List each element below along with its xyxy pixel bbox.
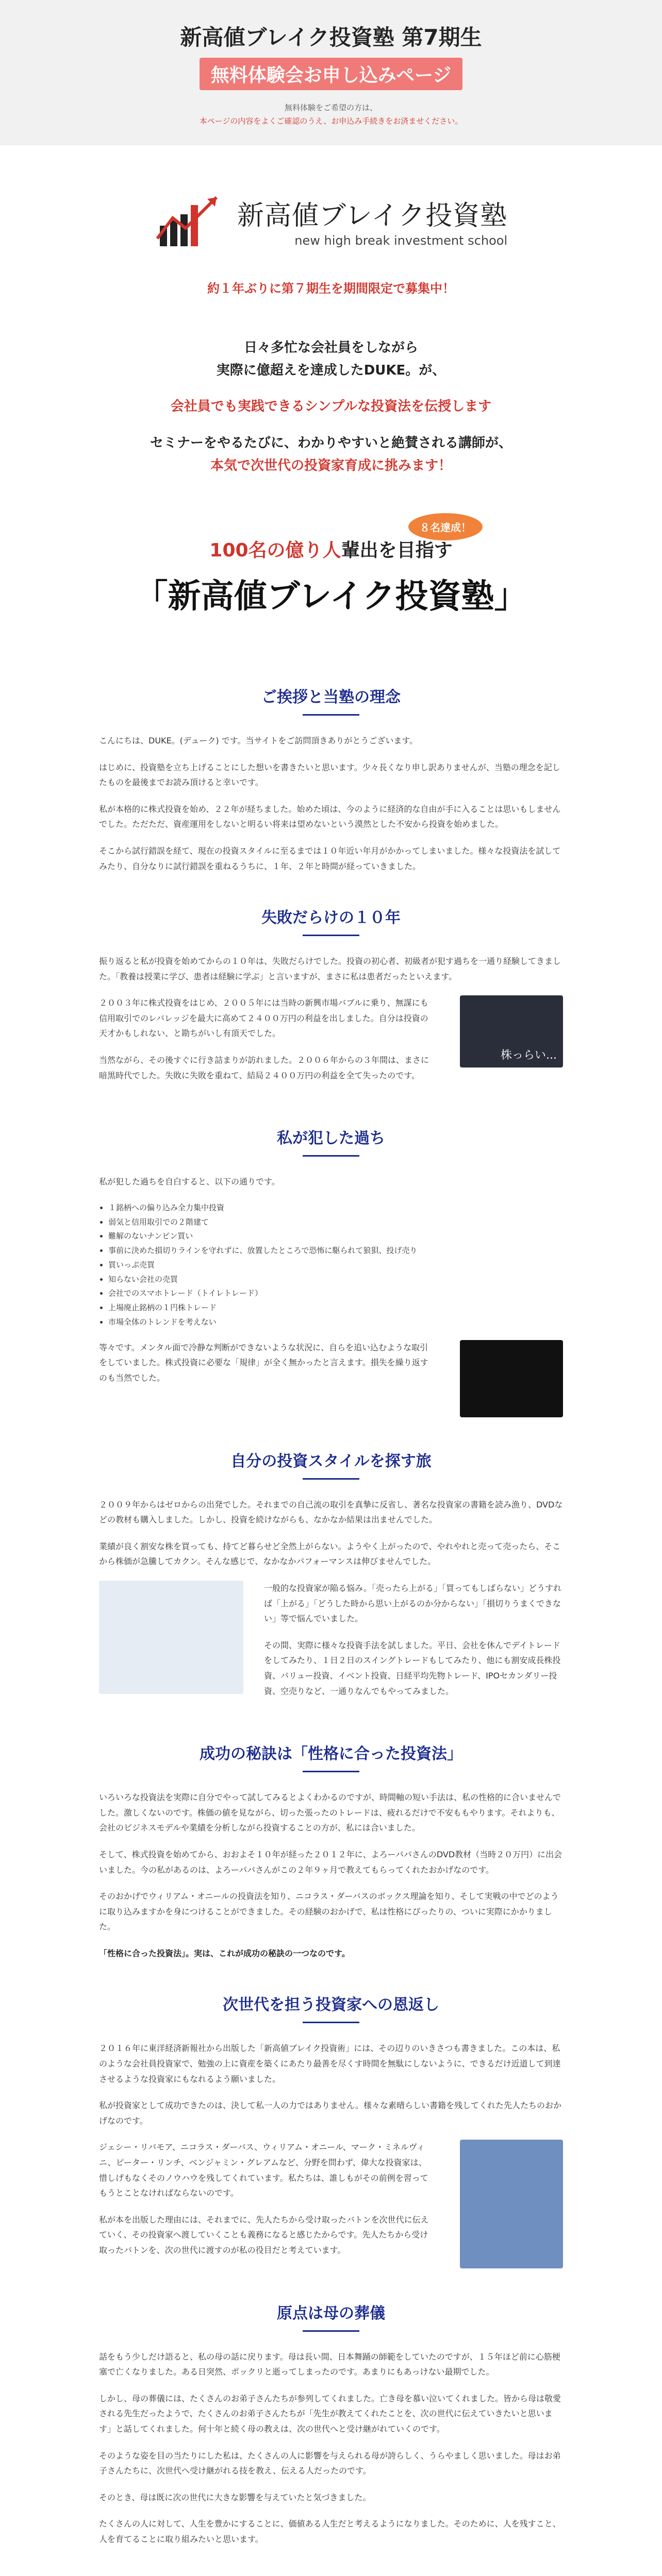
section-title: 失敗だらけの１０年 [261, 909, 401, 927]
paragraph: そのような姿を目の当たりにした私は、たくさんの人に影響を与えられる母が誇らしく、うらやましく思いました。母はお弟子さんたちに、次世代へ受け継がれる技を教え、伝える人だったのです。 [99, 2450, 561, 2476]
list-item: • 会社でのスマホトレード（トイレトレード） [108, 1286, 563, 1301]
logo [99, 190, 563, 251]
logo-title: 新高値ブレイク投資塾 [237, 200, 508, 231]
paragraph: ジェシー・リバモア、ニコラス・ダーバス、ウィリアム・オニール、マーク・ミネルヴィニ、ピーター・リンチ、ベンジャミン・グレアムなど、分野を問わず、偉大な投資家は、惜しげもなくそのノウハウを残してくれています。私たちは、誰しもがその前例を習ってもうとことなければならないのです。 [99, 2142, 428, 2198]
header-note-line2: 本ページの内容をよくご確認のうえ、お申込み手続きをお済ませください。 [199, 116, 463, 126]
paragraph: そこから試行錯誤を経て、現在の投資スタイルに至るまでは１０年近い年月がかかってしまいました。様々な投資法を試してみたり、自分なりに試行錯誤を重ねるうちに、１年、２年と時間が経っていきました。 [99, 845, 561, 871]
title-underline [303, 1478, 359, 1480]
paragraph: 等々です。メンタル面で冷静な判断ができないような状況に、自らを追い込むような取引をしていました。株式投資に必要な「規律」が全く無かったと言えます。損失を繰り返すのも当然でした。 [99, 1342, 428, 1383]
paragraph: はじめに、投資塾を立ち上げることにした想いを書きたいと思います。少々長くなり申し訳ありませんが、当塾の理念を記したものを最後までお読み頂けると幸いです。 [99, 762, 560, 788]
photo-caption: 株っらい... [501, 1049, 557, 1062]
paragraph: その間、実際に様々な投資手法を試しました。平日、会社を休んでデイトレードをしてみたり、１日２日のスイングトレードもしてみたり、他にも割安成長株投資、バリュー投資、イベント投資、日経平均先物トレード、IPOセカンダリー投資、空売りなど、一通りなんでもやってみました。 [264, 1640, 561, 1696]
paragraph-emphasis: 「性格に合った投資法」。実は、これが成功の秘訣の一つなのです。 [99, 1948, 350, 1958]
target-block [99, 513, 563, 561]
list-item: • 知らない会社の売買 [108, 1273, 563, 1287]
paragraph: そのとき、母は既に次の世代に大きな影響を与えていたと気づきました。 [99, 2492, 371, 2502]
paragraph: 話をもう少しだけ語ると、私の母の話に戻ります。母は長い間、日本舞踊の師範をしていたのですが、１５年ほど前に心筋梗塞で亡くなりました。ある日突然、ポックリと逝ってしまったのです。あまりにもあっけない最期でした。 [99, 2351, 560, 2377]
logo-subtitle: new high break investment school [294, 233, 508, 248]
title-underline [303, 1155, 359, 1157]
paragraph: 一般的な投資家が陥る悩み。「売ったら上がる」「買ってもしばらない」どうすれば「上がる」「どうした時から思い上がるのか分からない」「損切りうまくできない」等で悩んでいました。 [264, 1583, 561, 1624]
paragraph: そして、株式投資を始めてから、おおよそ１０年が経った２０１２年に、よろーパパさんのDVD教材（当時２０万円）に出会いました。今の私があるのは、よろーパパさんがこの２年９ヶ月で教えてもらってくれたおかげなのです。 [99, 1849, 562, 1875]
section-greeting [99, 684, 563, 874]
title-underline [303, 2330, 359, 2332]
target-red: 100名の億り人 [209, 539, 341, 561]
paragraph: たくさんの人に対して、人生を豊かにすることに、価値ある人生だと考えるようになりました。そのために、人を残すこと、人を育てることに取り組みたいと思います。 [99, 2519, 561, 2544]
intro-line3: 会社員でも実践できるシンプルな投資法を伝授します [170, 399, 492, 415]
paragraph: ２００３年に株式投資をはじめ、２００５年には当時の新興市場バブルに乗り、無謀にも信用取引でのレバレッジを最大に高めて２４００万円の利益を出しました。自分は投資の天才かもしれない、と勘ちがいし有頂天でした。 [99, 998, 428, 1039]
section-success [99, 1741, 563, 1961]
header-title: 新高値ブレイク投資塾 第7期生 [180, 25, 482, 50]
header-note [0, 101, 662, 128]
main-content [99, 190, 563, 2576]
paragraph: しかし、母の葬儀には、たくさんのお弟子さんたちが参列してくれました。亡き母を慕い泣いてくれました。皆から母は敬愛される先生だったようで、たくさんのお弟子さんたちが「先生が教えてくれたことを、次の世代に伝えていきたいと思います」と話してくれました。何十年と続く母の教えは、次の世代へと受け継がれていくのです。 [99, 2393, 561, 2434]
target-rest: 輩出を目指す [341, 539, 453, 561]
trader-illustration [99, 1581, 243, 1694]
list-item: • 上場廃止銘柄の１円株トレード [108, 1301, 563, 1315]
paragraph: 業績が良く割安な株を買っても、持てど暮らせど全然上がらない。ようやく上がったので、やれやれと売って売ったら、そこから株価が急騰してカクン。そんな感じで、なかなかパフォーマンスは伸びませんでした。 [99, 1541, 561, 1567]
logo-chart-icon [155, 190, 232, 251]
lead-announcement: 約１年ぶりに第７期生を期間限定で募集中！ [207, 281, 455, 296]
section-title: 次世代を担う投資家への恩返し [223, 1996, 439, 2014]
page-header [0, 0, 662, 145]
section-giveback [99, 1992, 563, 2269]
paragraph: 振り返ると私が投資を始めてからの１０年は、失敗だらけでした。投資の初心者、初級者が犯す過ちを一通り経験してきました。「教養は授業に学び、患者は経験に学ぶ」と言いますが、まさに私は患者だったといえます。 [99, 956, 561, 981]
header-pill: 無料体験会お申し込みページ [200, 58, 463, 90]
title-underline [303, 2022, 359, 2023]
title-underline [303, 935, 359, 936]
section-title: 自分の投資スタイルを探す旅 [230, 1452, 432, 1470]
school-name-large: 「新高値ブレイク投資塾」 [135, 577, 527, 616]
paragraph: こんにちは、DUKE。(デューク) です。当サイトをご訪問頂きありがとうございます。 [99, 735, 418, 745]
title-underline [303, 714, 359, 716]
list-item: • 難解のないナンピン買い [108, 1229, 563, 1244]
target-line [99, 536, 563, 562]
paragraph: 当然ながら、その後すぐに行き詰まりが訪れました。２００６年からの３年間は、まさに暗黒時代でした。失敗に失敗を重ねて、結局２４００万円の利益を全て失ったのです。 [99, 1055, 429, 1080]
list-item: • 買いっぷ売買 [108, 1258, 563, 1273]
list-item: • １銘柄への偏り込み全力集中投資 [108, 1201, 563, 1215]
paragraph: いろいろな投資法を実際に自分でやって試してみるとよくわかるのですが、時間軸の短い手法は、私の性格的に合いませんでした。激しくないのです。株価の値を見ながら、切った張ったのトレードは、疲れるだけで不安ももやります。それよりも、会社のビジネスモデルや業績を分析しながら投資することの方が、私には合いました。 [99, 1792, 561, 1833]
section-journey [99, 1448, 563, 1710]
intro-line4: セミナーをやるたびに、わかりやすいと絶賛される講師が、 [150, 435, 512, 451]
section-mistakes [99, 1125, 563, 1417]
intro [99, 336, 563, 477]
achievement-badge: ８名達成！ [408, 513, 483, 540]
paragraph: そのおかげでウィリアム・オニールの投資法を知り、ニコラス・ダーバスのボックス理論を知り、そして実戦の中でどのように取り込みますかを身につけることができました。その経験のおかげで、私は性格にぴったりの、ついに実際にかかりました。 [99, 1891, 559, 1932]
paragraph: 私が本を出版した理由には、それまでに、先人たちから受け取ったバトンを次世代に伝えていく、その投資家へ渡していくことも義務になると感じたからです。先人たちから受け取ったバトンを、次の世代に渡すのが私の役目だと考えています。 [99, 2214, 429, 2255]
section-failures [99, 905, 563, 1094]
paragraph: ２００９年からはゼロからの出発でした。それまでの自己流の取引を真摯に反省し、著名な投資家の書籍を読み漁り、DVDなどの教材も購入しました。しかし、投資を続けながらも、なかなか結果は出ませんでした。 [99, 1499, 563, 1525]
intro-line5: 本気で次世代の投資家育成に挑みます！ [210, 457, 452, 473]
section-title: 成功の秘訣は「性格に合った投資法」 [200, 1745, 462, 1764]
hands-photo [460, 2140, 563, 2268]
title-underline [303, 1771, 359, 1772]
intro-line1: 日々多忙な会社員をしながら [243, 340, 418, 355]
paragraph: 私が本格的に株式投資を始め、２２年が経ちました。始めた頃は、今のように経済的な自由が手に入ることは思いもしませんでした。ただただ、資産運用をしないと明るい将来は望めないという漠然とした不安から投資を始めました。 [99, 804, 561, 829]
mistakes-list [99, 1201, 563, 1330]
list-item: • 弱気と信用取引での２階建て [108, 1215, 563, 1230]
paragraph: 私が投資家として成功できたのは、決して私一人の力ではありません。様々な素晴らしい書籍を残してくれた先人たちのおかげなのです。 [99, 2100, 561, 2126]
paragraph: 私が犯した過ちを自白すると、以下の通りです。 [99, 1177, 280, 1187]
mistake-illustration [460, 1340, 563, 1417]
header-note-line1: 無料体験をご希望の方は、 [284, 103, 377, 112]
list-item: • 市場全体のトレンドを考えない [108, 1315, 563, 1330]
stress-photo [460, 995, 563, 1067]
section-mother [99, 2300, 563, 2547]
list-item: • 事前に決めた損切りラインを守れずに、放置したところで恐怖に駆られて狼狽、投げ売り [108, 1244, 563, 1258]
section-title: 原点は母の葬儀 [277, 2304, 385, 2323]
intro-line2: 実際に億超えを達成したDUKE。が、 [216, 363, 446, 379]
section-title: ご挨拶と当塾の理念 [261, 688, 401, 706]
paragraph: ２０１６年に東洋経済新報社から出版した「新高値ブレイク投資術」には、その辺りのいきさつも書きました。この本は、私のような会社員投資家で、勉強の上に資産を築くにあたり最善を尽くす時間を無駄にしないように、できるだけ近道して到達させるような投資家にもなれるよう願いました。 [99, 2043, 561, 2084]
section-title: 私が犯した過ち [277, 1129, 385, 1148]
